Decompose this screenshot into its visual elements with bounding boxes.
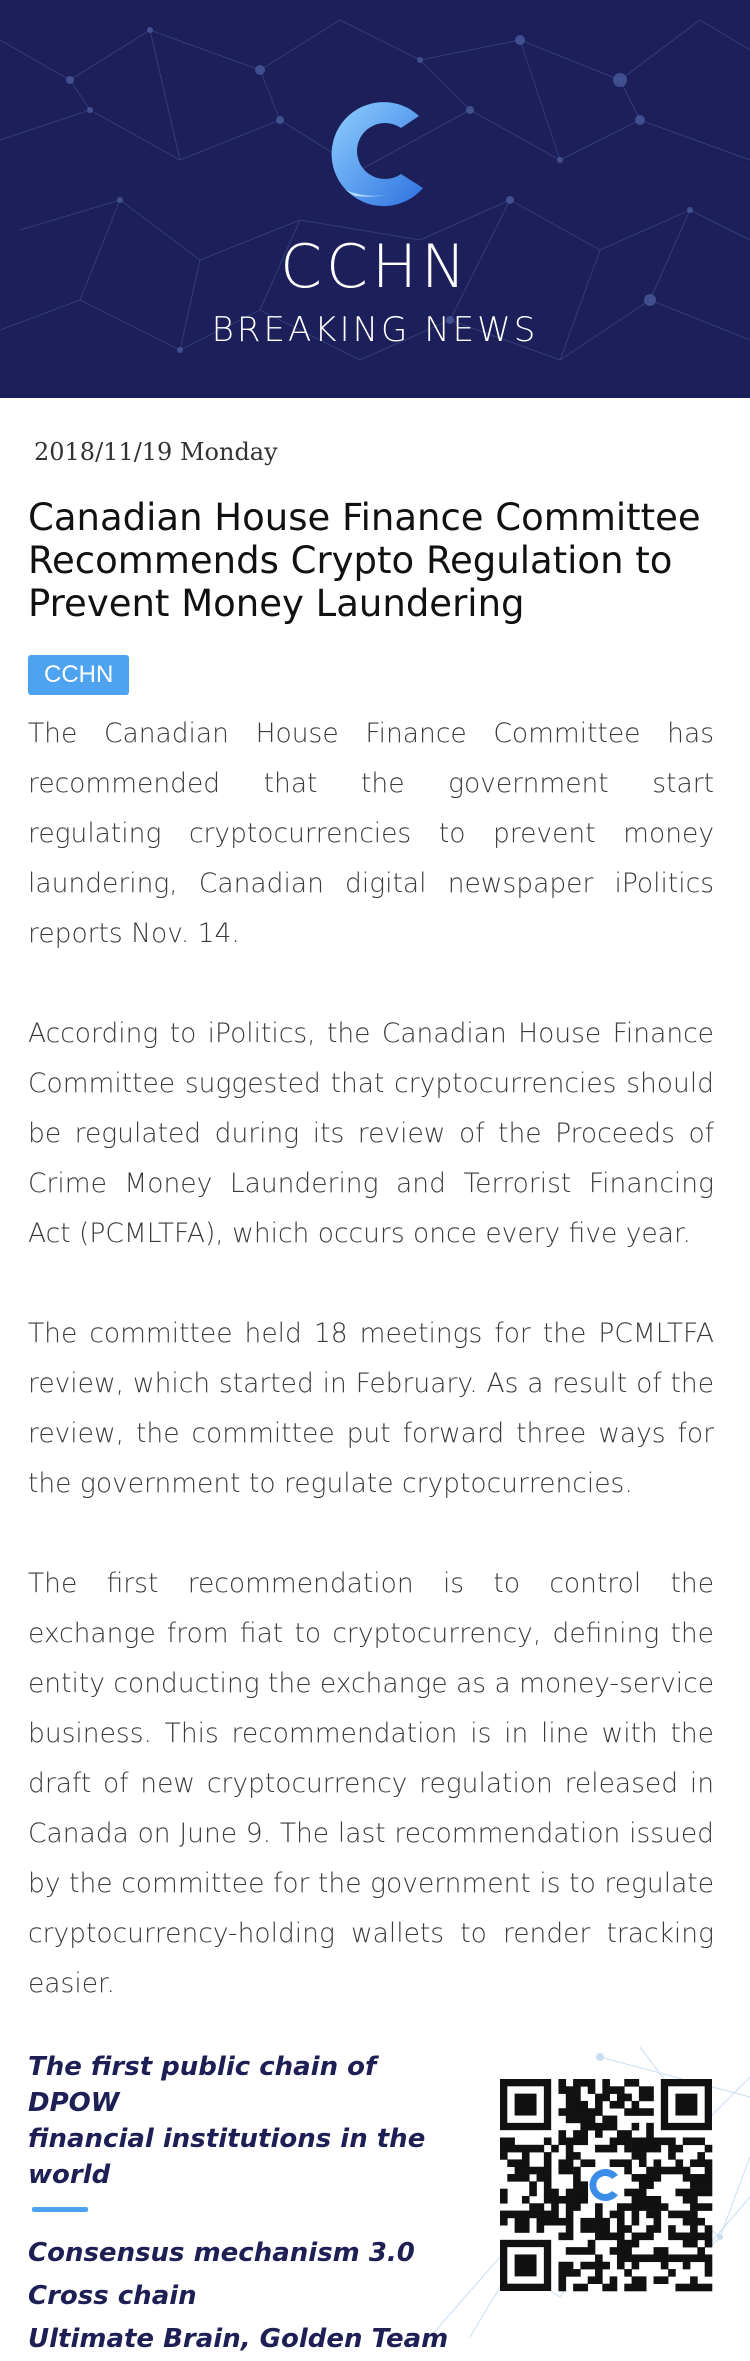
- logo-container: [0, 86, 750, 218]
- article: [0, 438, 750, 2009]
- article-paragraph-1: The Canadian House Finance Committee has recommended that the government start regulating cryptocurrencies to prevent money laundering, Canadian digital newspaper iPolitics reports Nov. 14.: [28, 718, 714, 949]
- article-paragraph-3: The committee held 18 meetings for the PCMLTFA review, which started in February. As a result of the review, the committee put forward three ways for the government to regulate cryptocurrencies.: [28, 1318, 714, 1499]
- brand-name: CCHN: [280, 232, 470, 302]
- promo-headline-1: The first public chain of DPOW: [28, 2052, 377, 2118]
- article-title: Canadian House Finance Committee Recommends Crypto Regulation to Prevent Money Laundering: [28, 496, 701, 625]
- promo-banner: [0, 2037, 750, 2354]
- promo-text: [28, 2049, 468, 2361]
- brand-subtitle: BREAKING NEWS: [211, 310, 539, 350]
- article-date: 2018/11/19 Monday: [34, 438, 278, 466]
- cchn-c-logo-icon: [315, 86, 435, 214]
- qr-code-icon: [500, 2079, 712, 2291]
- promo-feature-3: Ultimate Brain, Golden Team: [28, 2324, 449, 2354]
- article-paragraph-2: According to iPolitics, the Canadian House Finance Committee suggested that cryptocurrencies should be regulated during its review of the Proceeds of Crime Money Laundering and Terrorist Financing Act (PCMLTFA), which occurs once every five year.: [28, 1018, 714, 1249]
- header-banner: [0, 0, 750, 398]
- source-tag: CCHN: [28, 655, 129, 695]
- promo-feature-1: Consensus mechanism 3.0: [28, 2238, 415, 2268]
- accent-bar: [32, 2207, 88, 2212]
- promo-headline-2: financial institutions in the world: [28, 2124, 426, 2190]
- article-paragraph-4: The first recommendation is to control the exchange from fiat to cryptocurrency, defining the entity conducting the exchange as a money-service business. This recommendation is in line with the draft of new cryptocurrency regulation released in Canada on June 9. The last recommendation issued by the committee for the government is to regulate cryptocurrency-holding wallets to render tracking easier.: [28, 1568, 714, 1999]
- promo-feature-2: Cross chain: [28, 2281, 197, 2311]
